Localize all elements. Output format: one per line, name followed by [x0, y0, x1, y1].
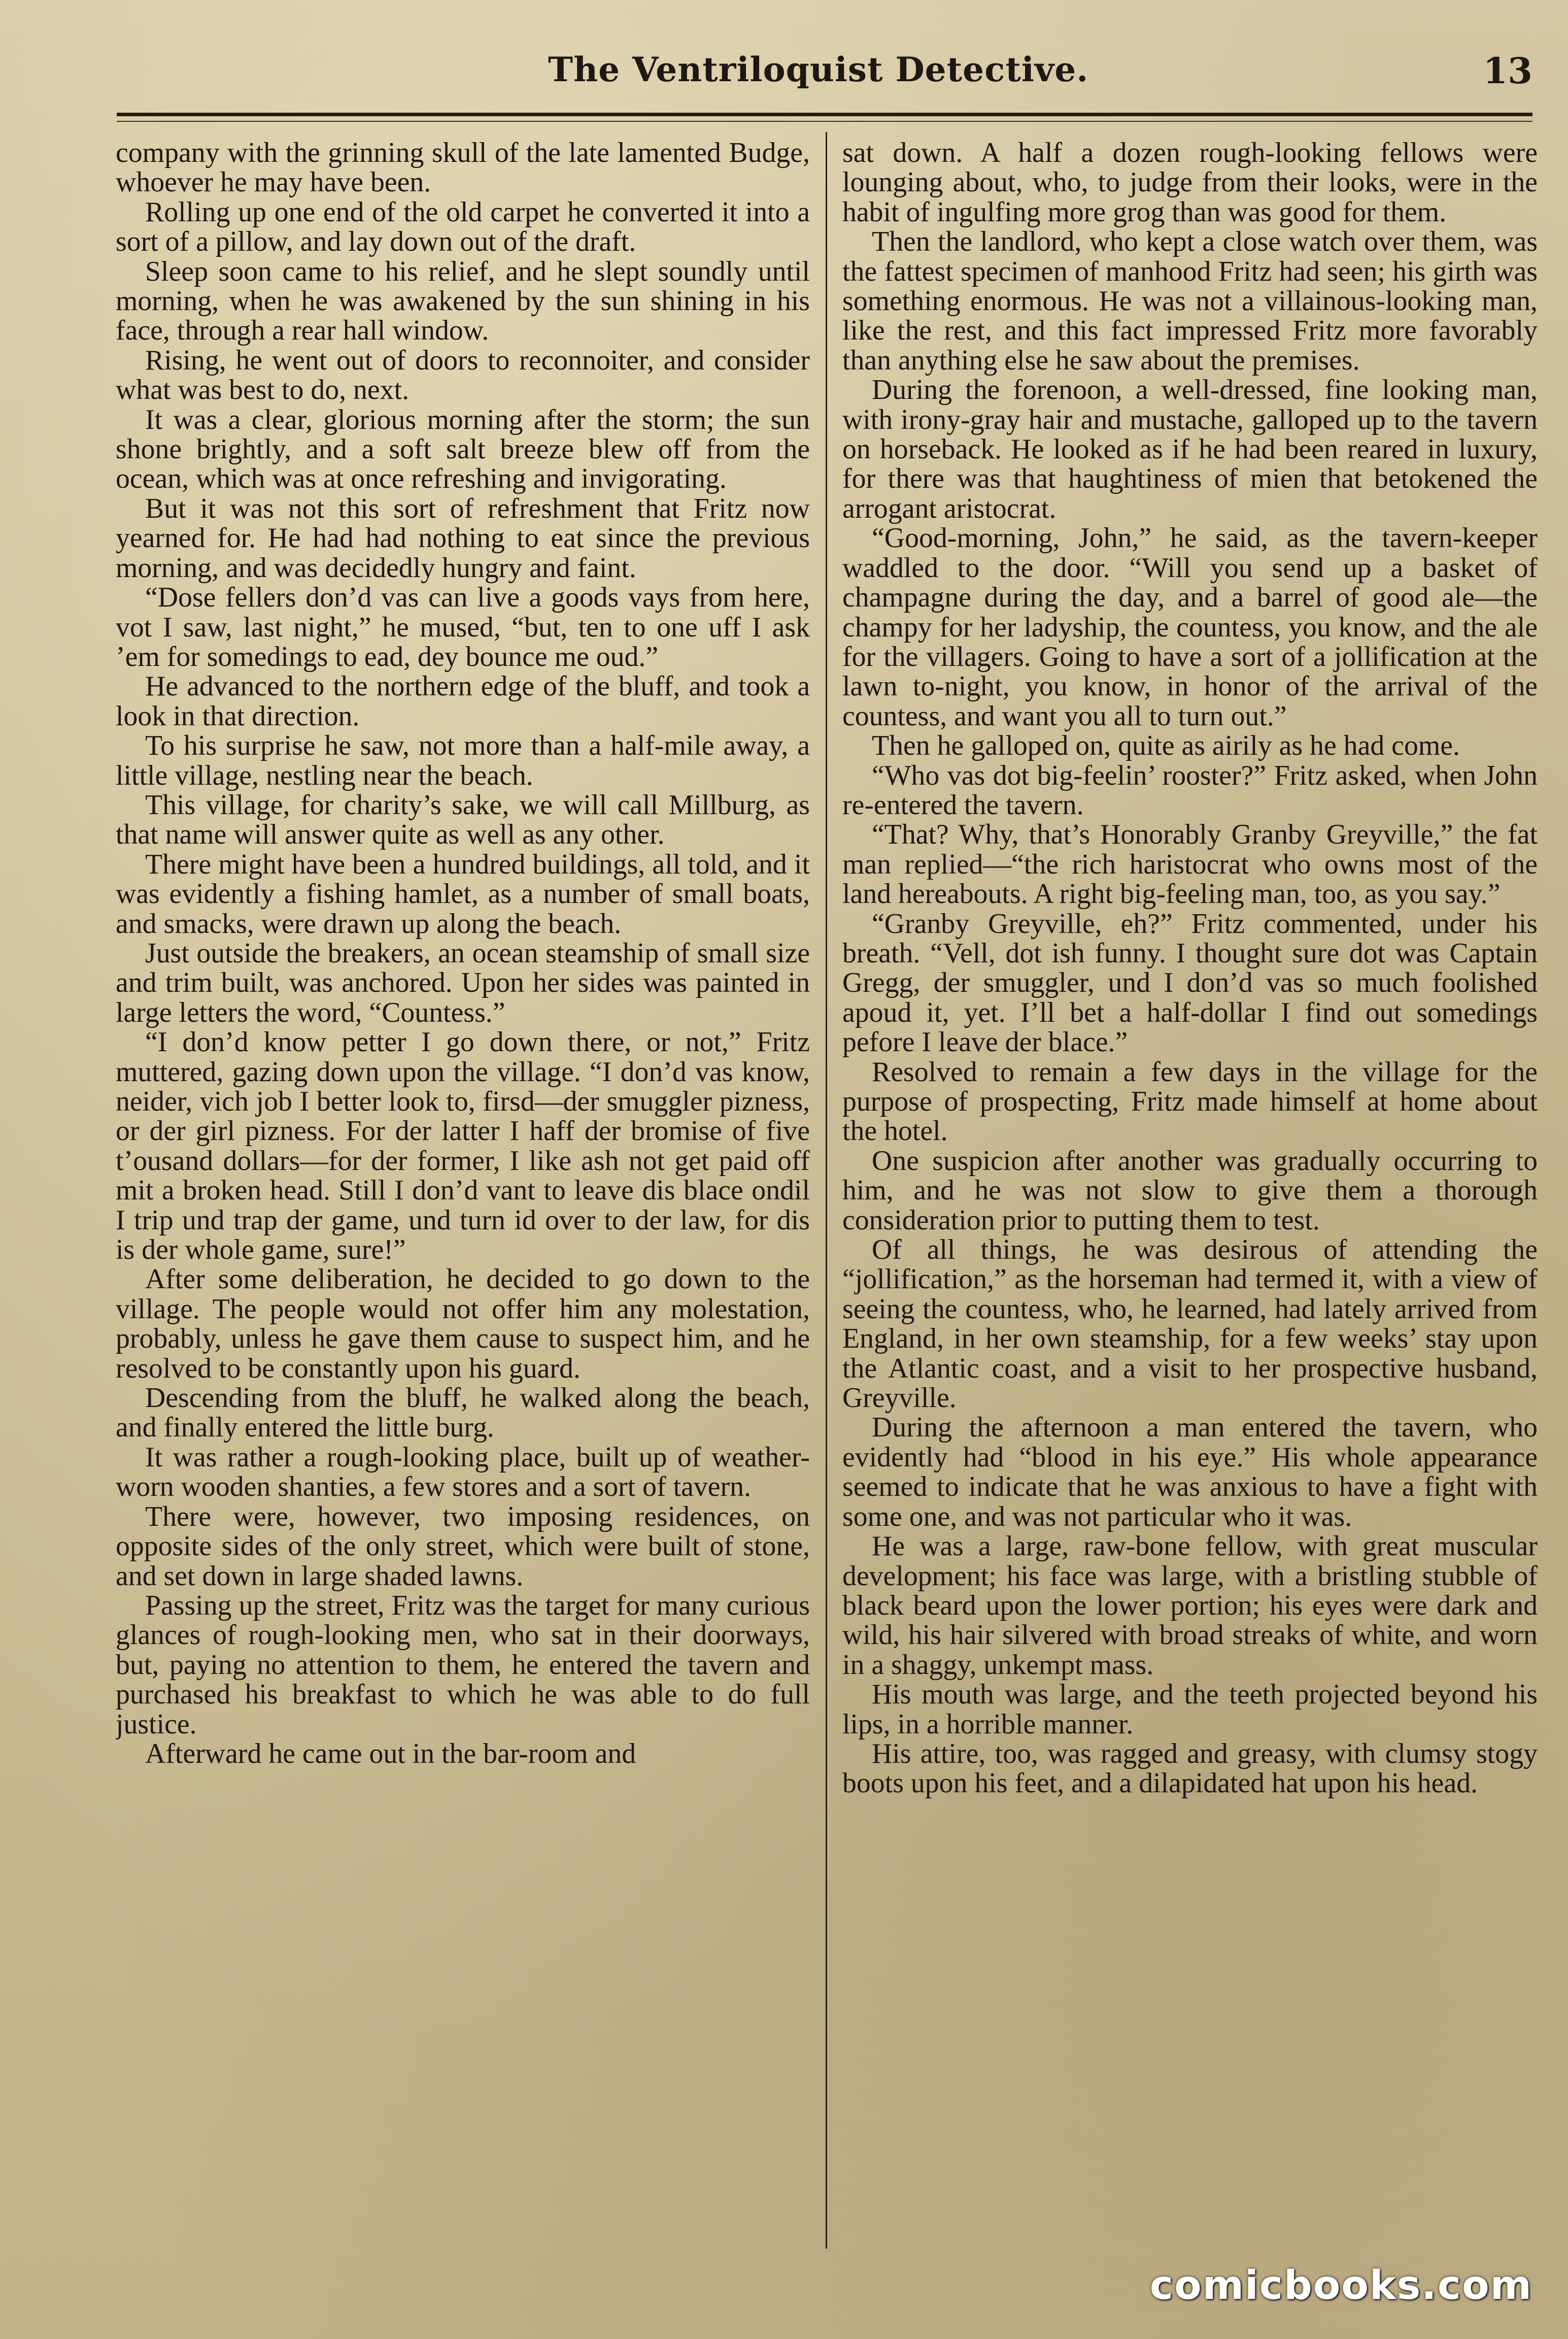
- paragraph: “Good-morning, John,” he said, as the tavern-keeper waddled to the door. “Will you send up a basket of champagne during the day, and a barrel of good ale—the champy for her ladyship, the countess, you know, and the ale for the villagers. Going to have a sort of a jollification at the lawn to-night, you know, in honor of the arrival of the countess, and want you all to turn out.”: [842, 522, 1538, 732]
- paragraph: company with the grinning skull of the late lamented Budge, whoever he may have been.: [116, 138, 810, 198]
- paragraph: He was a large, raw-bone fellow, with great muscular development; his face was large, with a bristling stubble of black beard upon the lower portion; his eyes were dark and wild, his hair silvered with broad streaks of white, and worn in a shaggy, unkempt mass.: [842, 1530, 1538, 1681]
- left-column: [116, 138, 810, 2237]
- right-column: [842, 138, 1538, 2237]
- paragraph: “Who vas dot big-feelin’ rooster?” Fritz asked, when John re-entered the tavern.: [842, 759, 1538, 821]
- paragraph: His mouth was large, and the teeth projected beyond his lips, in a horrible manner.: [842, 1679, 1538, 1740]
- paragraph: This village, for charity’s sake, we will call Millburg, as that name will answer quite as well as any other.: [116, 789, 810, 851]
- paragraph: During the forenoon, a well-dressed, fine looking man, with irony-gray hair and mustache, galloped up to the tavern on horseback. He looked as if he had been reared in luxury, for there was that haughtiness of mien that betokened the arrogant aristocrat.: [842, 374, 1538, 524]
- column-divider: [826, 132, 827, 2249]
- paragraph: Descending from the bluff, he walked along the beach, and finally entered the little burg.: [116, 1382, 810, 1444]
- watermark: comicbooks.com: [1149, 2263, 1532, 2309]
- paragraph: Sleep soon came to his relief, and he slept soundly until morning, when he was awakened by the sun shining in his face, through a rear hall window.: [116, 255, 810, 347]
- page-number: 13: [1483, 50, 1532, 92]
- paragraph: One suspicion after another was gradually occurring to him, and he was not slow to give them a thorough consideration prior to putting them to test.: [842, 1145, 1538, 1236]
- paragraph: During the afternoon a man entered the tavern, who evidently had “blood in his eye.” His whole appearance seemed to indicate that he was anxious to have a fight with some one, and was not particular who it was.: [842, 1412, 1538, 1532]
- paragraph: But it was not this sort of refreshment that Fritz now yearned for. He had had nothing to eat since the previous morning, and was decidedly hungry and faint.: [116, 492, 810, 584]
- header-rule-thin: [117, 121, 1532, 122]
- paragraph: Resolved to remain a few days in the village for the purpose of prospecting, Fritz made himself at home about the hotel.: [842, 1056, 1538, 1147]
- paragraph: It was rather a rough-looking place, built up of weather-worn wooden shanties, a few stores and a sort of tavern.: [116, 1441, 810, 1503]
- paragraph: It was a clear, glorious morning after the storm; the sun shone brightly, and a soft salt breeze blew off from the ocean, which was at once refreshing and invigorating.: [116, 404, 810, 495]
- header-rule: [117, 113, 1532, 116]
- paragraph: Then he galloped on, quite as airily as he had come.: [872, 730, 1460, 762]
- paragraph: “Granby Greyville, eh?” Fritz commented, under his breath. “Vell, dot ish funny. I thought sure dot was Captain Gregg, der smuggler, und I don’d vas so much foolished apoud it, yet. I’ll bet a half-dollar I find out somedings pefore I leave der blace.”: [842, 908, 1538, 1058]
- paragraph: To his surprise he saw, not more than a half-mile away, a little village, nestling near the beach.: [116, 730, 810, 791]
- paragraph: Of all things, he was desirous of attending the “jollification,” as the horseman had termed it, with a view of seeing the countess, who, he learned, had lately arrived from England, in her own steamship, for a few weeks’ stay upon the Atlantic coast, and a visit to her prospective husband, Greyville.: [842, 1234, 1538, 1414]
- paragraph: “Dose fellers don’d vas can live a goods vays from here, vot I saw, last night,” he mused, “but, ten to one uff I ask ’em for somedings to ead, dey bounce me oud.”: [116, 582, 810, 673]
- paragraph: Rolling up one end of the old carpet he converted it into a sort of a pillow, and lay down out of the draft.: [116, 196, 810, 258]
- page-header: [117, 50, 1532, 111]
- paragraph: Then the landlord, who kept a close watch over them, was the fattest specimen of manhood Fritz had seen; his girth was something enormous. He was not a villainous-looking man, like the rest, and this fact impressed Fritz more favorably than anything else he saw about the premises.: [842, 226, 1538, 376]
- running-title: The Ventriloquist Detective.: [548, 50, 1089, 89]
- paragraph: Just outside the breakers, an ocean steamship of small size and trim built, was anchored. Upon her sides was painted in large letters the word, “Countess.”: [116, 937, 810, 1028]
- paragraph: There might have been a hundred buildings, all told, and it was evidently a fishing hamlet, as a number of small boats, and smacks, were drawn up along the beach.: [116, 848, 810, 940]
- paragraph: sat down. A half a dozen rough-looking fellows were lounging about, who, to judge from their looks, were in the habit of ingulfing more grog than was good for them.: [842, 138, 1538, 228]
- paragraph: Afterward he came out in the bar-room and: [145, 1737, 636, 1769]
- paragraph: Rising, he went out of doors to reconnoiter, and consider what was best to do, next.: [116, 344, 810, 406]
- paragraph: “That? Why, that’s Honorably Granby Greyville,” the fat man replied—“the rich haristocrat who owns most of the land hereabouts. A right big-feeling man, too, as you say.”: [842, 819, 1538, 910]
- paragraph: There were, however, two imposing residences, on opposite sides of the only street, which were built of stone, and set down in large shaded lawns.: [116, 1500, 810, 1592]
- paragraph: “I don’d know petter I go down there, or not,” Fritz muttered, gazing down upon the village. “I don’d vas know, neider, vich job I better look to, firsd—der smuggler pizness, or der girl pizness. For der latter I haff der bromise of five t’ousand dollars—for der former, I like ash not get paid off mit a broken head. Still I don’d vant to leave dis blace ondil I trip und trap der game, und turn id over to der law, for dis is der whole game, sure!”: [116, 1026, 810, 1266]
- paragraph: He advanced to the northern edge of the bluff, and took a look in that direction.: [116, 671, 810, 732]
- paragraph: After some deliberation, he decided to go down to the village. The people would not offer him any molestation, probably, unless he gave them cause to suspect him, and he resolved to be constantly upon his guard.: [116, 1263, 810, 1384]
- paragraph: His attire, too, was ragged and greasy, with clumsy stogy boots upon his feet, and a dilapidated hat upon his head.: [842, 1737, 1538, 1799]
- paragraph: Passing up the street, Fritz was the target for many curious glances of rough-looking men, who sat in their doorways, but, paying no attention to them, he entered the tavern and purchased his breakfast to which he was able to do full justice.: [116, 1589, 810, 1740]
